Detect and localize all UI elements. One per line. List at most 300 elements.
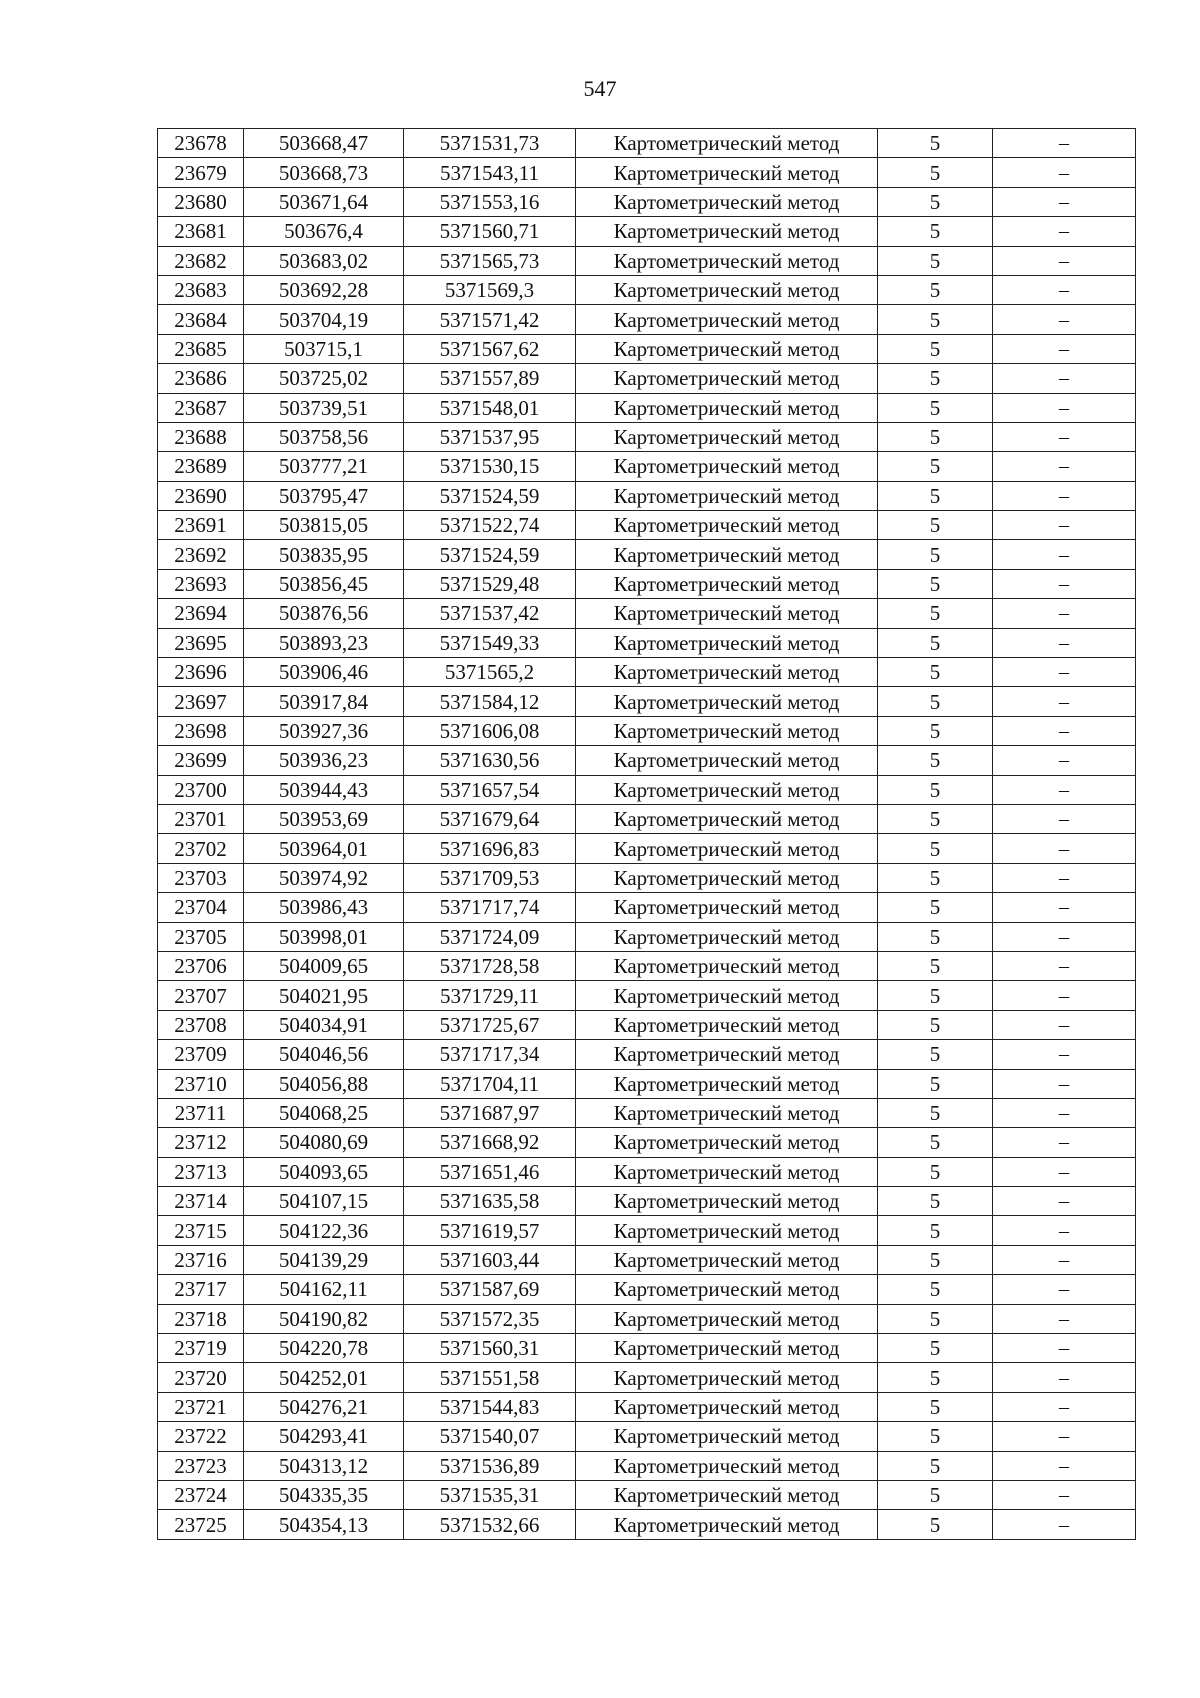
accuracy-cell: 5 — [878, 1157, 993, 1186]
accuracy-cell: 5 — [878, 1275, 993, 1304]
point-number-cell: 23683 — [158, 275, 244, 304]
method-cell: Картометрический метод — [576, 658, 878, 687]
note-cell: – — [993, 1392, 1136, 1421]
point-number-cell: 23689 — [158, 452, 244, 481]
point-number-cell: 23700 — [158, 775, 244, 804]
table-row — [158, 1510, 1136, 1539]
point-number-cell: 23686 — [158, 364, 244, 393]
method-cell: Картометрический метод — [576, 481, 878, 510]
point-number-cell: 23680 — [158, 187, 244, 216]
point-number-cell: 23702 — [158, 834, 244, 863]
note-cell: – — [993, 1245, 1136, 1274]
accuracy-cell: 5 — [878, 1098, 993, 1127]
accuracy-cell: 5 — [878, 569, 993, 598]
method-cell: Картометрический метод — [576, 1422, 878, 1451]
x-coordinate-cell: 504252,01 — [244, 1363, 404, 1392]
table-row — [158, 481, 1136, 510]
x-coordinate-cell: 504009,65 — [244, 951, 404, 980]
y-coordinate-cell: 5371728,58 — [404, 951, 576, 980]
table-row — [158, 1392, 1136, 1421]
x-coordinate-cell: 504093,65 — [244, 1157, 404, 1186]
method-cell: Картометрический метод — [576, 1480, 878, 1509]
point-number-cell: 23706 — [158, 951, 244, 980]
point-number-cell: 23711 — [158, 1098, 244, 1127]
point-number-cell: 23692 — [158, 540, 244, 569]
y-coordinate-cell: 5371530,15 — [404, 452, 576, 481]
x-coordinate-cell: 503704,19 — [244, 305, 404, 334]
x-coordinate-cell: 504162,11 — [244, 1275, 404, 1304]
table-row — [158, 158, 1136, 187]
method-cell: Картометрический метод — [576, 1216, 878, 1245]
x-coordinate-cell: 503671,64 — [244, 187, 404, 216]
x-coordinate-cell: 504139,29 — [244, 1245, 404, 1274]
y-coordinate-cell: 5371587,69 — [404, 1275, 576, 1304]
table-row — [158, 246, 1136, 275]
x-coordinate-cell: 503856,45 — [244, 569, 404, 598]
y-coordinate-cell: 5371709,53 — [404, 863, 576, 892]
y-coordinate-cell: 5371544,83 — [404, 1392, 576, 1421]
y-coordinate-cell: 5371584,12 — [404, 687, 576, 716]
table-row — [158, 922, 1136, 951]
x-coordinate-cell: 503936,23 — [244, 746, 404, 775]
method-cell: Картометрический метод — [576, 1128, 878, 1157]
x-coordinate-cell: 503998,01 — [244, 922, 404, 951]
method-cell: Картометрический метод — [576, 1510, 878, 1539]
y-coordinate-cell: 5371571,42 — [404, 305, 576, 334]
point-number-cell: 23701 — [158, 804, 244, 833]
method-cell: Картометрический метод — [576, 1363, 878, 1392]
x-coordinate-cell: 503676,4 — [244, 217, 404, 246]
accuracy-cell: 5 — [878, 540, 993, 569]
note-cell: – — [993, 1510, 1136, 1539]
table-row — [158, 187, 1136, 216]
y-coordinate-cell: 5371524,59 — [404, 481, 576, 510]
method-cell: Картометрический метод — [576, 1010, 878, 1039]
note-cell: – — [993, 687, 1136, 716]
y-coordinate-cell: 5371569,3 — [404, 275, 576, 304]
table-row — [158, 1069, 1136, 1098]
note-cell: – — [993, 775, 1136, 804]
method-cell: Картометрический метод — [576, 687, 878, 716]
table-row — [158, 981, 1136, 1010]
y-coordinate-cell: 5371532,66 — [404, 1510, 576, 1539]
y-coordinate-cell: 5371603,44 — [404, 1245, 576, 1274]
note-cell: – — [993, 1010, 1136, 1039]
y-coordinate-cell: 5371668,92 — [404, 1128, 576, 1157]
coordinates-table — [157, 128, 1136, 1540]
note-cell: – — [993, 922, 1136, 951]
method-cell: Картометрический метод — [576, 893, 878, 922]
y-coordinate-cell: 5371535,31 — [404, 1480, 576, 1509]
method-cell: Картометрический метод — [576, 1392, 878, 1421]
point-number-cell: 23712 — [158, 1128, 244, 1157]
point-number-cell: 23708 — [158, 1010, 244, 1039]
note-cell: – — [993, 334, 1136, 363]
note-cell: – — [993, 1069, 1136, 1098]
accuracy-cell: 5 — [878, 1334, 993, 1363]
accuracy-cell: 5 — [878, 393, 993, 422]
y-coordinate-cell: 5371696,83 — [404, 834, 576, 863]
table-row — [158, 1040, 1136, 1069]
table-row — [158, 393, 1136, 422]
note-cell: – — [993, 893, 1136, 922]
accuracy-cell: 5 — [878, 716, 993, 745]
accuracy-cell: 5 — [878, 1304, 993, 1333]
accuracy-cell: 5 — [878, 481, 993, 510]
table-row — [158, 716, 1136, 745]
point-number-cell: 23694 — [158, 599, 244, 628]
note-cell: – — [993, 863, 1136, 892]
y-coordinate-cell: 5371725,67 — [404, 1010, 576, 1039]
note-cell: – — [993, 569, 1136, 598]
point-number-cell: 23710 — [158, 1069, 244, 1098]
y-coordinate-cell: 5371522,74 — [404, 511, 576, 540]
point-number-cell: 23705 — [158, 922, 244, 951]
note-cell: – — [993, 393, 1136, 422]
table-row — [158, 217, 1136, 246]
y-coordinate-cell: 5371724,09 — [404, 922, 576, 951]
x-coordinate-cell: 503668,73 — [244, 158, 404, 187]
x-coordinate-cell: 503917,84 — [244, 687, 404, 716]
y-coordinate-cell: 5371635,58 — [404, 1187, 576, 1216]
y-coordinate-cell: 5371543,11 — [404, 158, 576, 187]
note-cell: – — [993, 1363, 1136, 1392]
method-cell: Картометрический метод — [576, 922, 878, 951]
method-cell: Картометрический метод — [576, 187, 878, 216]
y-coordinate-cell: 5371557,89 — [404, 364, 576, 393]
table-row — [158, 334, 1136, 363]
accuracy-cell: 5 — [878, 129, 993, 158]
table-row — [158, 540, 1136, 569]
y-coordinate-cell: 5371630,56 — [404, 746, 576, 775]
x-coordinate-cell: 503795,47 — [244, 481, 404, 510]
point-number-cell: 23693 — [158, 569, 244, 598]
accuracy-cell: 5 — [878, 1510, 993, 1539]
table-row — [158, 1363, 1136, 1392]
accuracy-cell: 5 — [878, 1245, 993, 1274]
method-cell: Картометрический метод — [576, 422, 878, 451]
note-cell: – — [993, 834, 1136, 863]
table-row — [158, 893, 1136, 922]
point-number-cell: 23691 — [158, 511, 244, 540]
accuracy-cell: 5 — [878, 158, 993, 187]
point-number-cell: 23717 — [158, 1275, 244, 1304]
note-cell: – — [993, 1334, 1136, 1363]
accuracy-cell: 5 — [878, 1363, 993, 1392]
y-coordinate-cell: 5371729,11 — [404, 981, 576, 1010]
point-number-cell: 23696 — [158, 658, 244, 687]
x-coordinate-cell: 503692,28 — [244, 275, 404, 304]
accuracy-cell: 5 — [878, 1010, 993, 1039]
y-coordinate-cell: 5371551,58 — [404, 1363, 576, 1392]
y-coordinate-cell: 5371537,42 — [404, 599, 576, 628]
method-cell: Картометрический метод — [576, 1157, 878, 1186]
method-cell: Картометрический метод — [576, 599, 878, 628]
x-coordinate-cell: 503815,05 — [244, 511, 404, 540]
table-row — [158, 364, 1136, 393]
point-number-cell: 23695 — [158, 628, 244, 657]
note-cell: – — [993, 246, 1136, 275]
method-cell: Картометрический метод — [576, 217, 878, 246]
y-coordinate-cell: 5371679,64 — [404, 804, 576, 833]
note-cell: – — [993, 1304, 1136, 1333]
table-row — [158, 775, 1136, 804]
accuracy-cell: 5 — [878, 1480, 993, 1509]
y-coordinate-cell: 5371560,31 — [404, 1334, 576, 1363]
point-number-cell: 23685 — [158, 334, 244, 363]
accuracy-cell: 5 — [878, 628, 993, 657]
accuracy-cell: 5 — [878, 951, 993, 980]
x-coordinate-cell: 504220,78 — [244, 1334, 404, 1363]
method-cell: Картометрический метод — [576, 569, 878, 598]
y-coordinate-cell: 5371717,34 — [404, 1040, 576, 1069]
x-coordinate-cell: 504021,95 — [244, 981, 404, 1010]
table-row — [158, 1480, 1136, 1509]
method-cell: Картометрический метод — [576, 716, 878, 745]
note-cell: – — [993, 1480, 1136, 1509]
method-cell: Картометрический метод — [576, 511, 878, 540]
point-number-cell: 23679 — [158, 158, 244, 187]
point-number-cell: 23713 — [158, 1157, 244, 1186]
note-cell: – — [993, 158, 1136, 187]
y-coordinate-cell: 5371651,46 — [404, 1157, 576, 1186]
y-coordinate-cell: 5371657,54 — [404, 775, 576, 804]
table-row — [158, 834, 1136, 863]
table-row — [158, 1157, 1136, 1186]
point-number-cell: 23721 — [158, 1392, 244, 1421]
x-coordinate-cell: 503758,56 — [244, 422, 404, 451]
accuracy-cell: 5 — [878, 1451, 993, 1480]
accuracy-cell: 5 — [878, 981, 993, 1010]
table-row — [158, 1187, 1136, 1216]
y-coordinate-cell: 5371560,71 — [404, 217, 576, 246]
y-coordinate-cell: 5371606,08 — [404, 716, 576, 745]
method-cell: Картометрический метод — [576, 334, 878, 363]
table-row — [158, 658, 1136, 687]
table-row — [158, 1334, 1136, 1363]
x-coordinate-cell: 503974,92 — [244, 863, 404, 892]
y-coordinate-cell: 5371565,2 — [404, 658, 576, 687]
method-cell: Картометрический метод — [576, 1451, 878, 1480]
accuracy-cell: 5 — [878, 599, 993, 628]
table-row — [158, 511, 1136, 540]
point-number-cell: 23681 — [158, 217, 244, 246]
note-cell: – — [993, 187, 1136, 216]
table-row — [158, 1010, 1136, 1039]
point-number-cell: 23714 — [158, 1187, 244, 1216]
accuracy-cell: 5 — [878, 804, 993, 833]
point-number-cell: 23725 — [158, 1510, 244, 1539]
method-cell: Картометрический метод — [576, 1245, 878, 1274]
method-cell: Картометрический метод — [576, 628, 878, 657]
accuracy-cell: 5 — [878, 364, 993, 393]
point-number-cell: 23687 — [158, 393, 244, 422]
point-number-cell: 23720 — [158, 1363, 244, 1392]
y-coordinate-cell: 5371524,59 — [404, 540, 576, 569]
accuracy-cell: 5 — [878, 863, 993, 892]
note-cell: – — [993, 129, 1136, 158]
table-row — [158, 687, 1136, 716]
note-cell: – — [993, 658, 1136, 687]
note-cell: – — [993, 1040, 1136, 1069]
note-cell: – — [993, 951, 1136, 980]
method-cell: Картометрический метод — [576, 775, 878, 804]
y-coordinate-cell: 5371536,89 — [404, 1451, 576, 1480]
point-number-cell: 23678 — [158, 129, 244, 158]
y-coordinate-cell: 5371619,57 — [404, 1216, 576, 1245]
point-number-cell: 23684 — [158, 305, 244, 334]
point-number-cell: 23699 — [158, 746, 244, 775]
accuracy-cell: 5 — [878, 246, 993, 275]
table-row — [158, 275, 1136, 304]
x-coordinate-cell: 503876,56 — [244, 599, 404, 628]
table-row — [158, 1216, 1136, 1245]
point-number-cell: 23716 — [158, 1245, 244, 1274]
point-number-cell: 23704 — [158, 893, 244, 922]
accuracy-cell: 5 — [878, 775, 993, 804]
x-coordinate-cell: 504354,13 — [244, 1510, 404, 1539]
y-coordinate-cell: 5371531,73 — [404, 129, 576, 158]
accuracy-cell: 5 — [878, 511, 993, 540]
table-row — [158, 804, 1136, 833]
point-number-cell: 23719 — [158, 1334, 244, 1363]
x-coordinate-cell: 504034,91 — [244, 1010, 404, 1039]
x-coordinate-cell: 503944,43 — [244, 775, 404, 804]
method-cell: Картометрический метод — [576, 1098, 878, 1127]
x-coordinate-cell: 503953,69 — [244, 804, 404, 833]
x-coordinate-cell: 504068,25 — [244, 1098, 404, 1127]
table-row — [158, 1422, 1136, 1451]
point-number-cell: 23715 — [158, 1216, 244, 1245]
y-coordinate-cell: 5371572,35 — [404, 1304, 576, 1333]
method-cell: Картометрический метод — [576, 393, 878, 422]
note-cell: – — [993, 981, 1136, 1010]
method-cell: Картометрический метод — [576, 364, 878, 393]
point-number-cell: 23697 — [158, 687, 244, 716]
table-row — [158, 1275, 1136, 1304]
note-cell: – — [993, 217, 1136, 246]
accuracy-cell: 5 — [878, 452, 993, 481]
table-row — [158, 1128, 1136, 1157]
note-cell: – — [993, 275, 1136, 304]
table-row — [158, 1451, 1136, 1480]
method-cell: Картометрический метод — [576, 305, 878, 334]
table-row — [158, 863, 1136, 892]
coordinates-table-body — [158, 129, 1136, 1540]
method-cell: Картометрический метод — [576, 863, 878, 892]
method-cell: Картометрический метод — [576, 1275, 878, 1304]
y-coordinate-cell: 5371717,74 — [404, 893, 576, 922]
x-coordinate-cell: 503893,23 — [244, 628, 404, 657]
note-cell: – — [993, 1098, 1136, 1127]
page-number: 547 — [583, 76, 617, 101]
x-coordinate-cell: 503835,95 — [244, 540, 404, 569]
y-coordinate-cell: 5371565,73 — [404, 246, 576, 275]
accuracy-cell: 5 — [878, 893, 993, 922]
method-cell: Картометрический метод — [576, 1040, 878, 1069]
accuracy-cell: 5 — [878, 922, 993, 951]
table-row — [158, 569, 1136, 598]
y-coordinate-cell: 5371537,95 — [404, 422, 576, 451]
x-coordinate-cell: 504190,82 — [244, 1304, 404, 1333]
point-number-cell: 23703 — [158, 863, 244, 892]
point-number-cell: 23723 — [158, 1451, 244, 1480]
method-cell: Картометрический метод — [576, 158, 878, 187]
y-coordinate-cell: 5371567,62 — [404, 334, 576, 363]
accuracy-cell: 5 — [878, 834, 993, 863]
note-cell: – — [993, 364, 1136, 393]
note-cell: – — [993, 746, 1136, 775]
note-cell: – — [993, 1128, 1136, 1157]
y-coordinate-cell: 5371687,97 — [404, 1098, 576, 1127]
table-row — [158, 1098, 1136, 1127]
accuracy-cell: 5 — [878, 217, 993, 246]
point-number-cell: 23688 — [158, 422, 244, 451]
method-cell: Картометрический метод — [576, 1304, 878, 1333]
accuracy-cell: 5 — [878, 1128, 993, 1157]
y-coordinate-cell: 5371540,07 — [404, 1422, 576, 1451]
table-row — [158, 1245, 1136, 1274]
y-coordinate-cell: 5371548,01 — [404, 393, 576, 422]
table-row — [158, 305, 1136, 334]
method-cell: Картометрический метод — [576, 129, 878, 158]
method-cell: Картометрический метод — [576, 746, 878, 775]
note-cell: – — [993, 1216, 1136, 1245]
method-cell: Картометрический метод — [576, 1187, 878, 1216]
x-coordinate-cell: 503668,47 — [244, 129, 404, 158]
method-cell: Картометрический метод — [576, 1069, 878, 1098]
method-cell: Картометрический метод — [576, 981, 878, 1010]
table-row — [158, 1304, 1136, 1333]
method-cell: Картометрический метод — [576, 951, 878, 980]
note-cell: – — [993, 422, 1136, 451]
accuracy-cell: 5 — [878, 1187, 993, 1216]
note-cell: – — [993, 804, 1136, 833]
note-cell: – — [993, 481, 1136, 510]
note-cell: – — [993, 540, 1136, 569]
point-number-cell: 23718 — [158, 1304, 244, 1333]
point-number-cell: 23722 — [158, 1422, 244, 1451]
x-coordinate-cell: 504107,15 — [244, 1187, 404, 1216]
point-number-cell: 23690 — [158, 481, 244, 510]
accuracy-cell: 5 — [878, 1069, 993, 1098]
x-coordinate-cell: 503683,02 — [244, 246, 404, 275]
method-cell: Картометрический метод — [576, 804, 878, 833]
y-coordinate-cell: 5371529,48 — [404, 569, 576, 598]
point-number-cell: 23707 — [158, 981, 244, 1010]
table-row — [158, 951, 1136, 980]
table-row — [158, 129, 1136, 158]
accuracy-cell: 5 — [878, 687, 993, 716]
point-number-cell: 23698 — [158, 716, 244, 745]
accuracy-cell: 5 — [878, 422, 993, 451]
note-cell: – — [993, 452, 1136, 481]
table-row — [158, 452, 1136, 481]
method-cell: Картометрический метод — [576, 834, 878, 863]
note-cell: – — [993, 1451, 1136, 1480]
x-coordinate-cell: 503725,02 — [244, 364, 404, 393]
x-coordinate-cell: 503777,21 — [244, 452, 404, 481]
accuracy-cell: 5 — [878, 1040, 993, 1069]
accuracy-cell: 5 — [878, 658, 993, 687]
accuracy-cell: 5 — [878, 1392, 993, 1421]
table-row — [158, 599, 1136, 628]
x-coordinate-cell: 503739,51 — [244, 393, 404, 422]
table-row — [158, 746, 1136, 775]
accuracy-cell: 5 — [878, 275, 993, 304]
note-cell: – — [993, 1422, 1136, 1451]
y-coordinate-cell: 5371704,11 — [404, 1069, 576, 1098]
